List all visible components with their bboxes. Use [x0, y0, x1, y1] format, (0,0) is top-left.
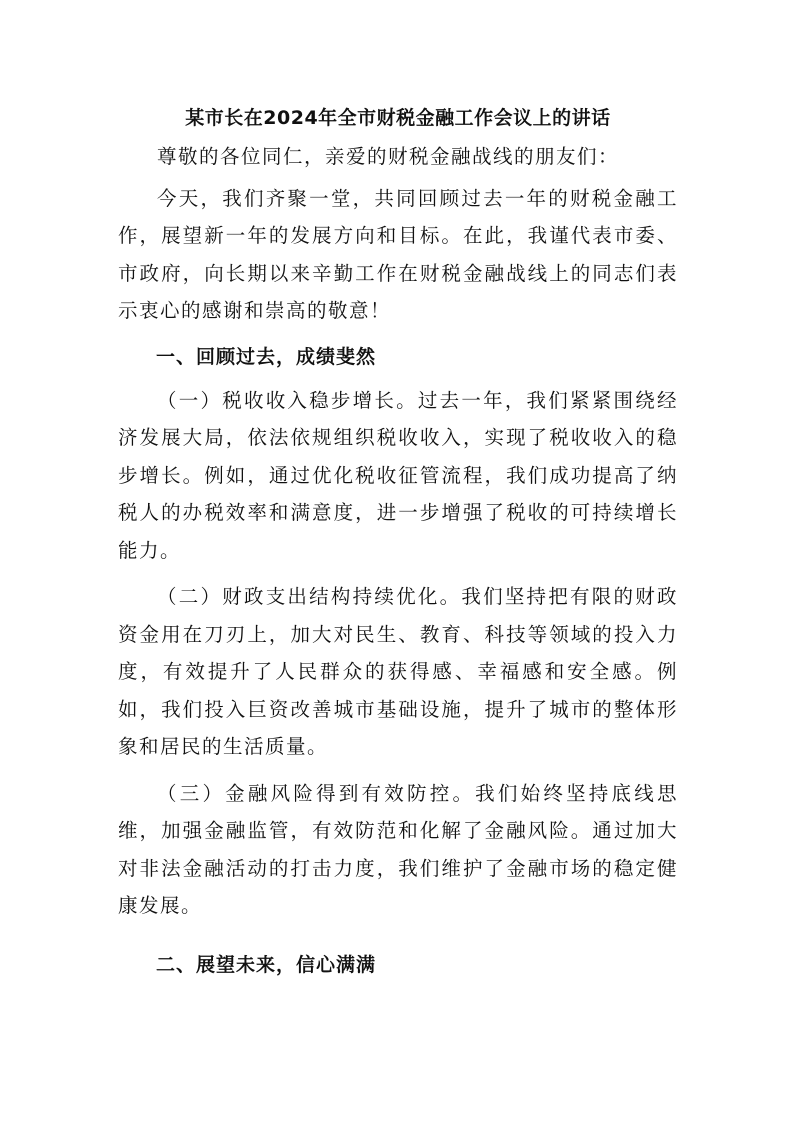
section1-paragraph-3: （三）金融风险得到有效防控。我们始终坚持底线思维，加强金融监管，有效防范和化解了金融风险。通过加大对非法金融活动的打击力度，我们维护了金融市场的稳定健康发展。	[118, 781, 678, 917]
document-title: 某市长在2024年全市财税金融工作会议上的讲话	[185, 107, 611, 129]
section1-paragraph-2: （二）财政支出结构持续优化。我们坚持把有限的财政资金用在刀刃上，加大对民生、教育、科技等领域的投入力度，有效提升了人民群众的获得感、幸福感和安全感。例如，我们投入巨资改善城市基础设施，提升了城市的整体形象和居民的生活质量。	[118, 585, 678, 758]
salutation: 尊敬的各位同仁，亲爱的财税金融战线的朋友们：	[157, 145, 620, 168]
document-body	[118, 100, 678, 990]
intro-paragraph: 今天，我们齐聚一堂，共同回顾过去一年的财税金融工作，展望新一年的发展方向和目标。在此，我谨代表市委、市政府，向长期以来辛勤工作在财税金融战线上的同志们表示衷心的感谢和崇高的敬意！	[118, 186, 678, 322]
section-heading-2: 二、展望未来，信心满满	[156, 953, 377, 976]
section1-paragraph-1: （一）税收收入稳步增长。过去一年，我们紧紧围绕经济发展大局，依法依规组织税收收入，实现了税收收入的稳步增长。例如，通过优化税收征管流程，我们成功提高了纳税人的办税效率和满意度，进一步增强了税收的可持续增长能力。	[118, 388, 678, 562]
section-heading-1: 一、回顾过去，成绩斐然	[156, 345, 377, 368]
